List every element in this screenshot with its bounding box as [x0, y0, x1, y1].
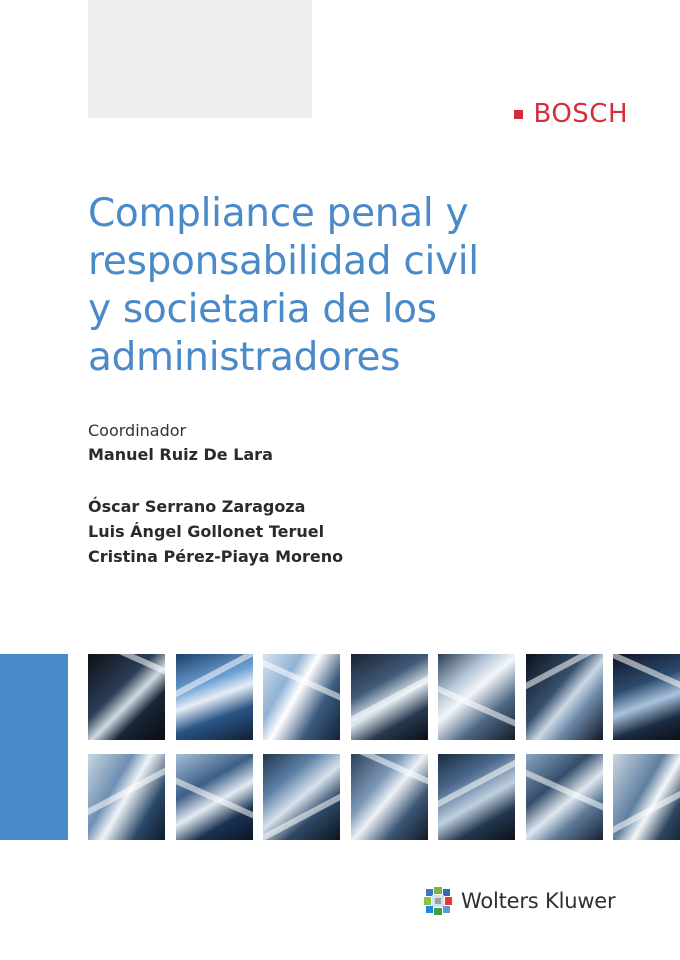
tile-highlight	[263, 781, 340, 840]
tile-highlight	[88, 654, 165, 686]
tile-highlight	[176, 772, 253, 830]
tile-highlight	[438, 680, 515, 738]
title-line: responsabilidad civil	[88, 239, 479, 284]
tile-highlight	[526, 764, 603, 822]
tile-highlight	[438, 754, 515, 813]
cover-image-tile	[263, 654, 340, 740]
cover-image-tile	[613, 754, 680, 840]
cover-image-tile	[438, 754, 515, 840]
author-name: Óscar Serrano Zaragoza	[88, 497, 306, 516]
cover-image-tiles	[88, 654, 680, 840]
cover-image-tile	[176, 754, 253, 840]
cover-image-tile	[351, 754, 428, 840]
cover-image-tile	[613, 654, 680, 740]
tile-highlight	[176, 654, 253, 703]
cover-image-tile	[263, 754, 340, 840]
tile-highlight	[351, 663, 428, 729]
title-line: administradores	[88, 335, 401, 380]
cover-top-block	[88, 0, 312, 118]
tile-highlight	[613, 654, 680, 704]
title-line: Compliance penal y	[88, 191, 469, 236]
publisher-name: BOSCH	[533, 99, 628, 129]
tile-highlight	[526, 654, 603, 695]
coordinator-label: Coordinador	[88, 421, 187, 440]
author-name: Luis Ángel Gollonet Teruel	[88, 522, 325, 541]
author-name: Cristina Pérez-Piaya Moreno	[88, 547, 344, 566]
imprint-name: Wolters Kluwer	[461, 889, 616, 913]
imprint-logo	[421, 884, 615, 918]
coordinator-name: Manuel Ruiz De Lara	[88, 445, 273, 464]
publisher-mark	[514, 99, 628, 129]
tile-highlight	[613, 773, 680, 839]
tile-highlight	[351, 754, 428, 796]
publisher-square-icon	[514, 110, 523, 119]
tile-highlight	[88, 755, 165, 821]
cover-image-tile	[438, 654, 515, 740]
cover-image-tile	[88, 654, 165, 740]
cover-image-tile	[88, 754, 165, 840]
title-line: y societaria de los	[88, 287, 437, 332]
cover-image-tile	[351, 654, 428, 740]
author-list	[88, 494, 343, 569]
accent-bar	[0, 654, 68, 840]
cover-image-tile	[176, 654, 253, 740]
cover-image-tile	[526, 754, 603, 840]
wolters-kluwer-logo-icon	[421, 884, 455, 918]
tile-highlight	[263, 654, 340, 712]
book-title	[88, 190, 558, 382]
cover-image-tile	[526, 654, 603, 740]
